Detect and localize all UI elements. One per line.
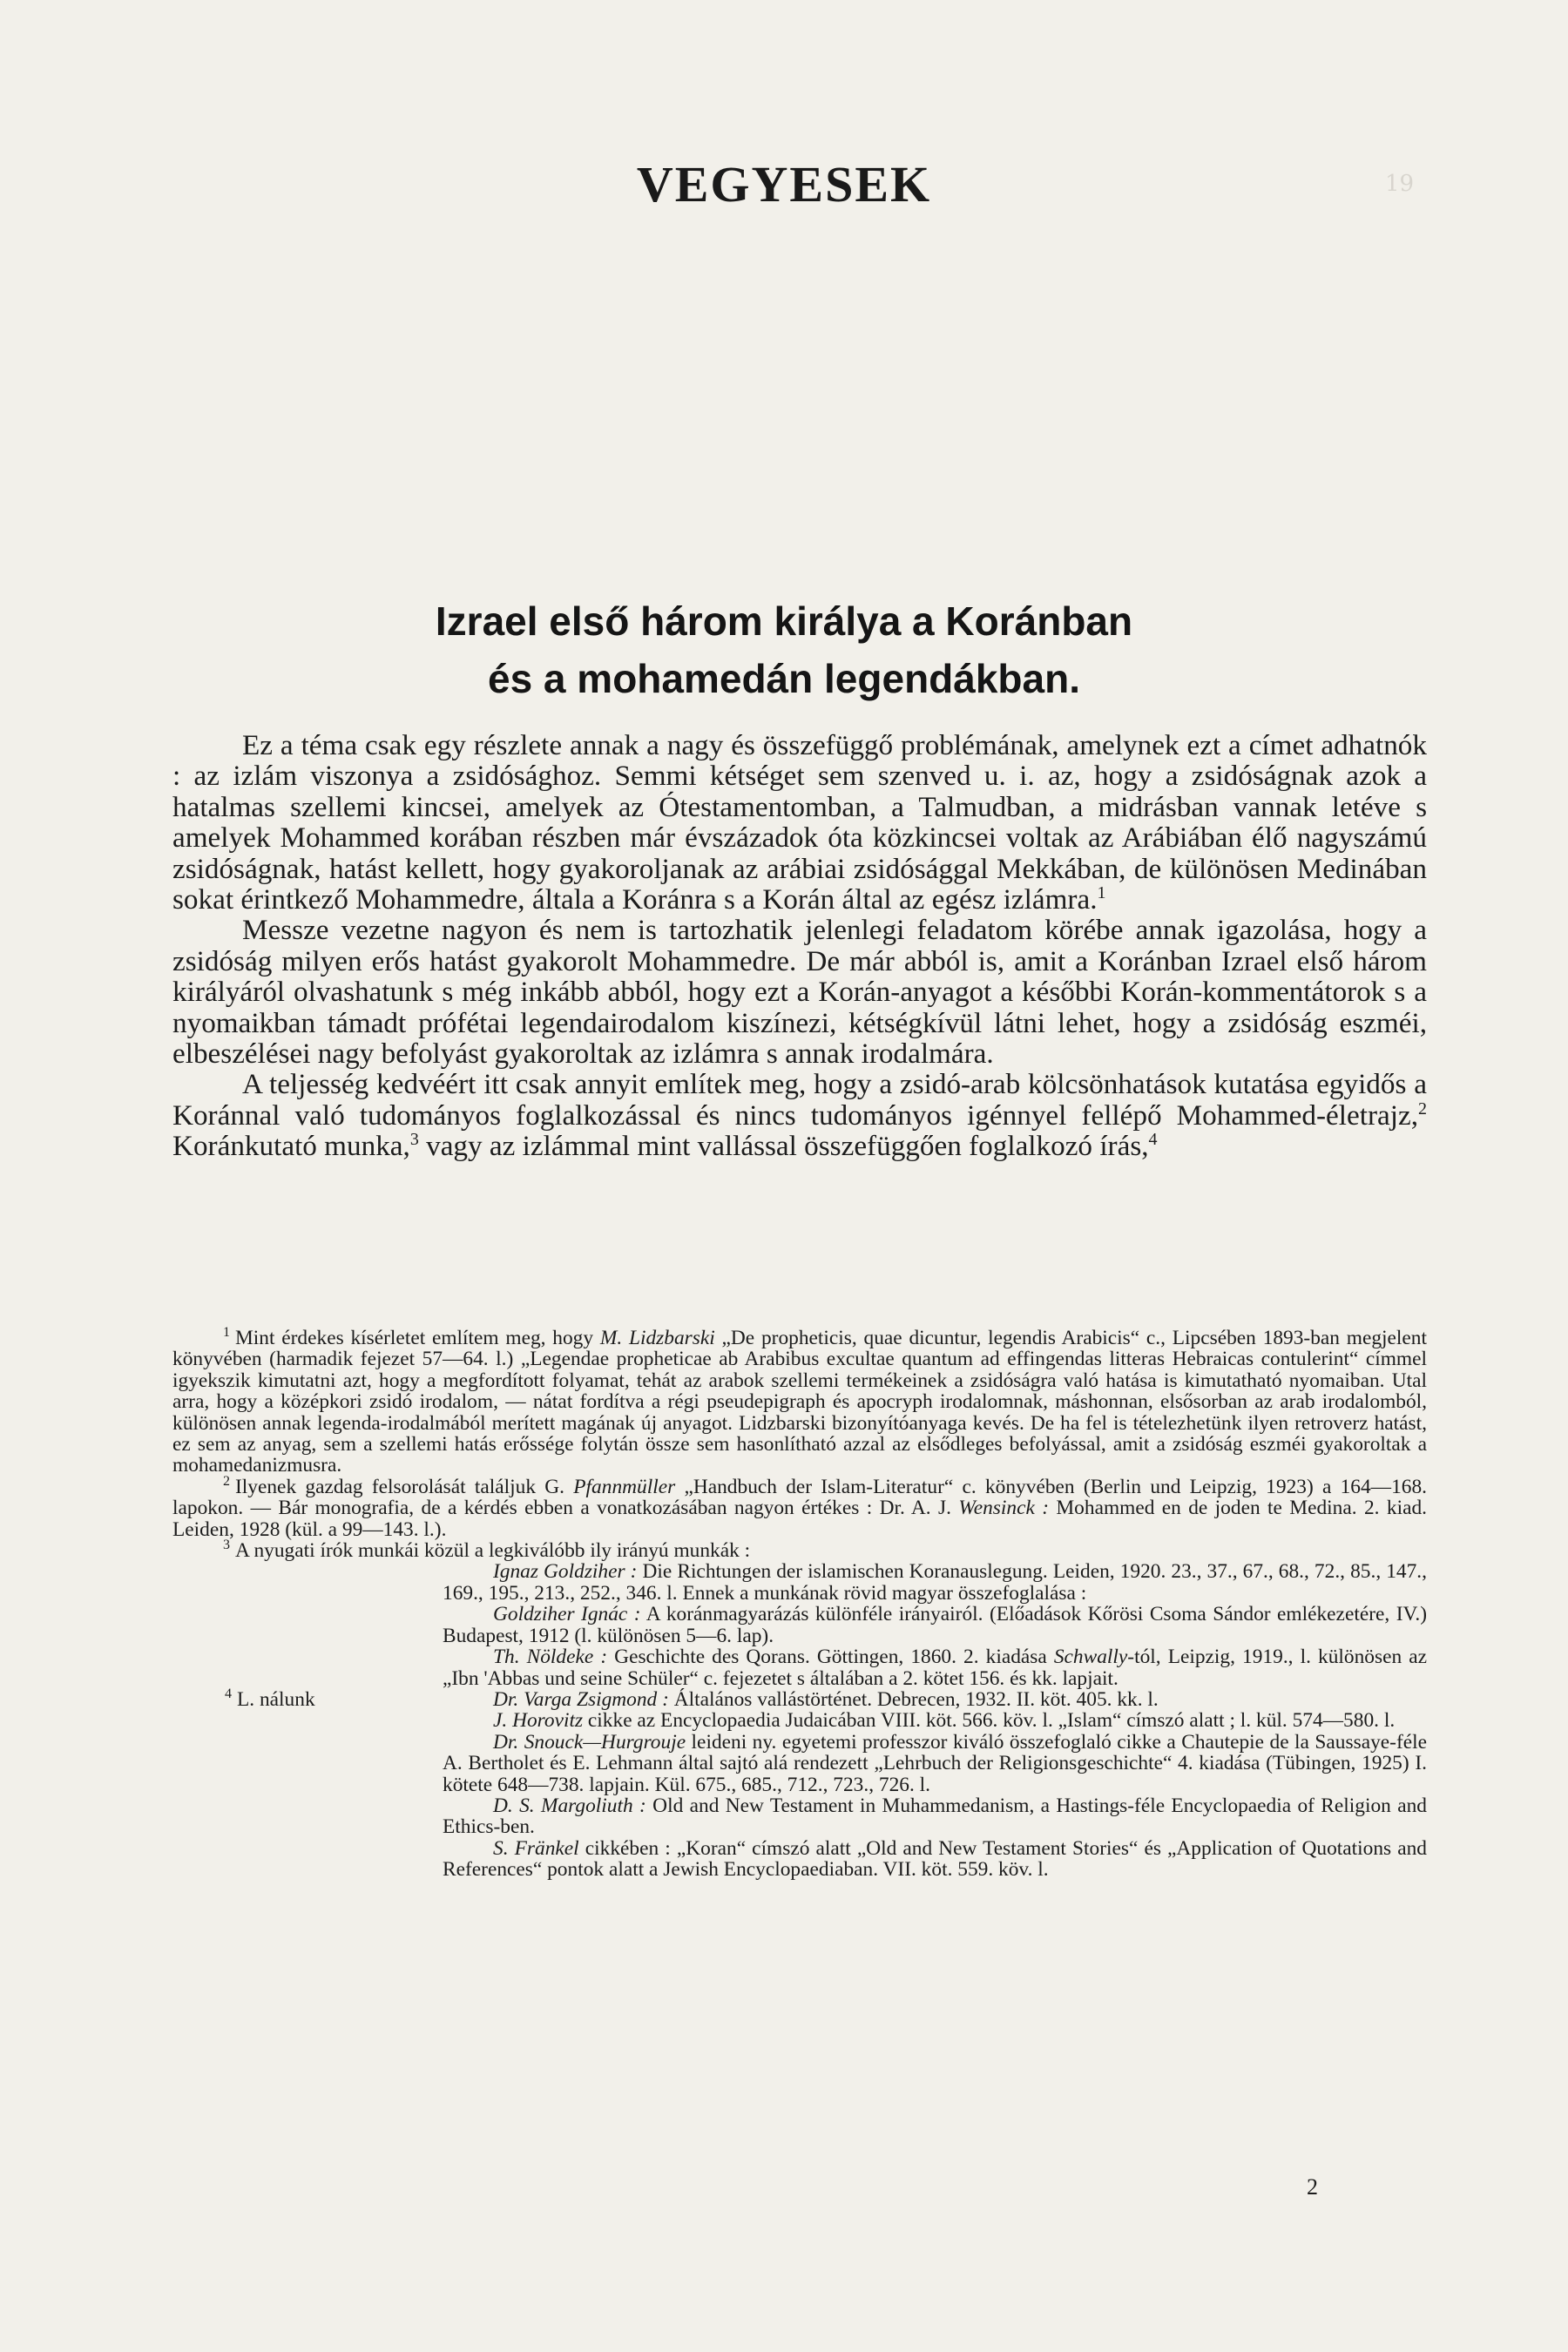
footnote-4-ref-5-author: S. Fränkel bbox=[493, 1836, 579, 1860]
footnote-4-mark: 4 bbox=[225, 1686, 232, 1702]
footnote-2-text-c: Mohammed en de joden te Medina. 2. kiad. Leiden, 1928 (kül. a 99—143. l.). bbox=[172, 1497, 1427, 1541]
footnote-4-ref-5 bbox=[408, 1838, 1427, 1881]
paragraph-3-text-b: Koránkutató munka, bbox=[172, 1130, 410, 1163]
footnote-2-text-a: Ilyenek gazdag felsorolását találjuk G. bbox=[235, 1475, 574, 1498]
footnote-4-ref-2 bbox=[408, 1710, 1427, 1731]
footnote-3 bbox=[172, 1540, 1427, 1561]
footnote-3-ref-1-author: Ignaz Goldziher : bbox=[493, 1560, 638, 1584]
paragraph-3-text-a: A teljesség kedvéért itt csak annyit említek meg, hogy a zsidó-arab kölcsönhatások kutatása egyidős a Koránnal való tudományos foglalkozással és nincs tudományos igénnyel fellépő Mohammed-életrajz, bbox=[172, 1068, 1427, 1132]
footnote-3-ref-2-text: A koránmagyarázás különféle irányairól. (Előadások Kőrösi Csoma Sándor emlékezetére, IV.) Budapest, 1912 (l. különösen 5—6. lap). bbox=[443, 1603, 1427, 1647]
footnote-3-ref-2 bbox=[408, 1604, 1427, 1646]
paragraph-3 bbox=[172, 1069, 1427, 1161]
footnote-ref-3: 3 bbox=[409, 1130, 419, 1150]
footnote-3-ref-3-author: Th. Nöldeke : bbox=[493, 1646, 608, 1669]
footnote-4-ref-3-author: Dr. Snouck—Hurgrouje bbox=[493, 1730, 686, 1754]
paragraph-2: Messze vezetne nagyon és nem is tartozhatik jelenlegi feladatom körébe annak igazolása, hogy a zsidóság milyen erős hatást gyakorolt Mohammedre. De már abból is, amit a Koránban Izrael első három királyáról olvashatunk s még inkább abból, hogy ezt a Korán-anyagot a későbbi Korán-kommentátorok s a nyomaikban támadt prófétai legendairodalom kiszínezi, kétségkívül látni lehet, hogy a zsidóság eszméi, elbeszélései nagy befolyást gyakoroltak az izlámra s annak irodalmára. bbox=[172, 914, 1427, 1071]
footnote-3-ref-3-author-2: Schwally bbox=[1053, 1646, 1128, 1669]
article-title-line-1: Izrael első három királya a Koránban bbox=[435, 598, 1133, 644]
footnote-4 bbox=[225, 1686, 1427, 1711]
footnote-4-label bbox=[225, 1686, 315, 1711]
footnote-4-ref-2-text: cikke az Encyclopaedia Judaicában VIII. köt. 566. köv. l. „Islam“ címszó alatt ; l. kül. 574—580. l. bbox=[583, 1709, 1396, 1733]
footnote-4-ref-5-text: cikkében : „Koran“ címszó alatt „Old and New Testament Stories“ és „Application of Quotations and References“ pontok alatt a Jewish Encyclopaediaban. VII. köt. 559. köv. l. bbox=[443, 1836, 1428, 1882]
section-title: VEGYESEK bbox=[636, 156, 932, 213]
footnote-1-text-a: Mint érdekes kísérletet említem meg, hogy bbox=[235, 1327, 600, 1349]
paragraph-1-text: Ez a téma csak egy részlete annak a nagy és összefüggő problémának, amelynek ezt a címet adhatnók : az izlám viszonya a zsidósághoz. Semmi kétséget sem szenved u. i. az, hogy a zsidóságnak azok a hatalmas szellemi kincsei, amelyek az Ótestamentomban, a Talmudban, a midrásban vannak letéve s amelyek Mohammed korában részben már évszázadok óta közkincsei voltak az Arábiában élő nagyszámú zsidóságnak, hatást kellett, hogy gyakoroljanak az arábiai zsidósággal Mekkában, de különösen Medinában sokat érintkező Mohammedre, általa a Koránra s a Korán által az egész izlámra. bbox=[172, 729, 1427, 916]
footnote-1-text-b: „De propheticis, quae dicuntur, legendis Arabicis“ c., Lipcsében 1893-ban megjelent könyvében (harmadik fejezet 57—64. l.) „Legendae propheticae ab Arabibus excultae quantum ad effingendas litteras Hebraicas contulerint“ címmel igyekszik kimutatni azt, hogy a megfordított folyamat, tehát az arabok szellemi termékeinek a zsidóságra való hatása is kimutatható nyomaiban. Utal arra, hogy a középkori zsidó irodalom, — nátat fordítva a régi pseudepigraph és apocryph irodalomnak, máshonnan, elsősorban az arab irodalomból, különösen annak legenda-irodalmából merített magának új anyagot. Lidzbarski bizonyítóanyaga kevés. De ha fel is tételezhetünk ilyen retroverz hatást, ez sem az anyag, sem a szellemi hatás erőssége folytán össze sem hasonlítható azzal az elsődleges befolyással, amit a zsidóság eszméi gyakoroltak a mohamedanizmusra. bbox=[172, 1327, 1427, 1477]
footnote-4-ref-4-text: Old and New Testament in Muhammedanism, a Hastings-féle Encyclopaedia of Religion and Ethics-ben. bbox=[443, 1794, 1427, 1839]
footnote-4-label-text: L. nálunk bbox=[237, 1687, 315, 1711]
footnote-3-ref-3-text-a: Geschichte des Qorans. Göttingen, 1860. 2. kiadása bbox=[607, 1646, 1054, 1669]
footnote-4-ref-1 bbox=[408, 1689, 1427, 1710]
footnote-3-ref-1 bbox=[408, 1561, 1427, 1604]
footnote-4-ref-3-text: leideni ny. egyetemi professzor kiváló összefoglaló cikke a Chautepie de la Saussaye-féle A. Bertholet és E. Lehmann által sajtó alá rendezett „Lehrbuch der Religionsgeschichte“ 4. kiadása (Tübingen, 1925) I. kötete 648—738. lapjain. Kül. 675., 685., 712., 723., 726. l. bbox=[443, 1730, 1427, 1796]
paragraph-3-text-c: vagy az izlámmal mint vallással összefüggően foglalkozó írás, bbox=[418, 1130, 1149, 1163]
footnote-ref-4: 4 bbox=[1148, 1130, 1158, 1150]
footnote-3-ref-3-text-b: -tól, Leipzig, 1919., l. különösen az „Ibn 'Abbas und seine Schüler“ c. fejezetet s általában a 2. kötet 156. és kk. lapjait. bbox=[443, 1646, 1427, 1690]
footnote-1-author: M. Lidzbarski bbox=[599, 1327, 715, 1349]
footnote-4-ref-4 bbox=[408, 1795, 1427, 1838]
footnote-2-author: Pfannmüller bbox=[573, 1475, 676, 1498]
footnote-1-mark: 1 bbox=[223, 1325, 230, 1341]
footnote-3-ref-1-text: Die Richtungen der islamischen Koranauslegung. Leiden, 1920. 23., 37., 67., 68., 72., 85., 147., 169., 195., 213., 252., 346. l. Ennek a munkának rövid magyar összefoglalása : bbox=[443, 1560, 1427, 1605]
body-text bbox=[172, 730, 1427, 1162]
footnote-4-ref-3 bbox=[408, 1732, 1427, 1795]
paragraph-1 bbox=[172, 730, 1427, 915]
bleed-through-page-number: 19 bbox=[1385, 171, 1415, 197]
footnote-2-mark: 2 bbox=[223, 1474, 230, 1490]
article-title-line-2: és a mohamedán legendákban. bbox=[487, 656, 1080, 701]
footnote-4-ref-2-author: J. Horovitz bbox=[493, 1709, 584, 1733]
footnote-2-text-b: „Handbuch der Islam-Literatur“ c. könyvében (Berlin und Leipzig, 1923) a 164—168. lapokon. — Bár monografia, de a kérdés ebben a vonatkozásában nagyon értékes : Dr. A. J. bbox=[172, 1475, 1428, 1520]
footnote-4-ref-1-author: Dr. Varga Zsigmond : bbox=[493, 1687, 669, 1711]
footnote-2 bbox=[172, 1474, 1428, 1541]
footnote-4-ref-4-author: D. S. Margoliuth : bbox=[493, 1794, 646, 1817]
footnote-3-mark: 3 bbox=[223, 1538, 230, 1553]
footnote-4-ref-1-text: Általános vallástörténet. Debrecen, 1932. II. köt. 405. kk. l. bbox=[668, 1687, 1159, 1711]
footnotes bbox=[172, 1325, 1428, 1882]
footnote-ref-1: 1 bbox=[1097, 882, 1106, 902]
article-title bbox=[0, 592, 1568, 707]
footnote-3-references bbox=[225, 1560, 1428, 1882]
footnote-2-author-2: Wensinck : bbox=[958, 1497, 1049, 1520]
footnote-1 bbox=[172, 1325, 1427, 1477]
footnote-3-ref-3 bbox=[408, 1646, 1427, 1689]
page-number: 2 bbox=[1307, 2174, 1318, 2200]
footnote-3-ref-2-author: Goldziher Ignác : bbox=[493, 1603, 641, 1626]
footnote-ref-2: 2 bbox=[1418, 1098, 1427, 1119]
footnote-3-intro: A nyugati írók munkái közül a legkiválóbb ily irányú munkák : bbox=[235, 1539, 751, 1563]
